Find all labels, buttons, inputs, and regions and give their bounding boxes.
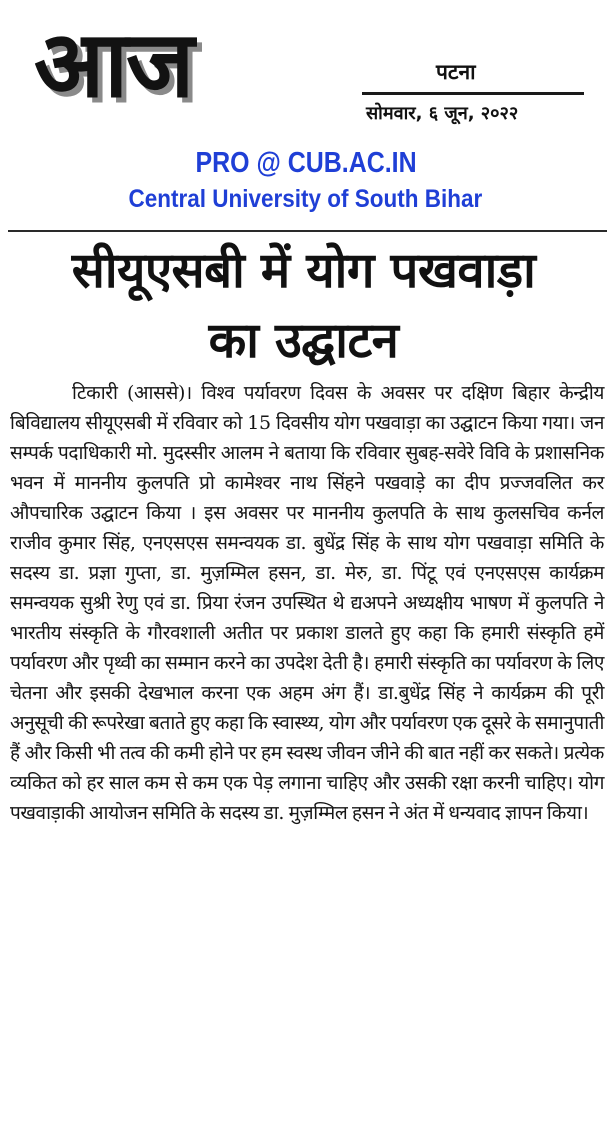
article-headline — [0, 236, 607, 376]
article-body: टिकारी (आससे)। विश्व पर्यावरण दिवस के अवसर पर दक्षिण बिहार केन्द्रीय बिविद्यालय सीयूएसबी में रविवार को 15 दिवसीय योग पखवाड़ा का उद्घाटन किया गया। जन सम्पर्क पदाधिकारी मो. मुदस्सीर आलम ने बताया कि रविवार सुबह-सवेरे विवि के प्रशासनिक भवन में माननीय कुलपति प्रो कामेश्वर नाथ सिंहने पखवाड़े का दीप प्रज्जवलित कर औपचारिक उद्घाटन किया । इस अवसर पर माननीय कुलपति के साथ कुलसचिव कर्नल राजीव कुमार सिंह, एनएसएस समन्वयक डा. बुधेंद्र सिंह के साथ योग पखवाड़ा समिति के सदस्य डा. प्रज्ञा गुप्ता, डा. मुज़म्मिल हसन, डा. मेरु, डा. पिंटू एवं एनएसएस कार्यक्रम समन्वयक सुश्री रेणु एवं डा. प्रिया रंजन उपस्थित थे द्यअपने अध्यक्षीय भाषण में कुलपति ने भारतीय संस्कृति के गौरवशाली अतीत पर प्रकाश डालते हुए कहा कि हमारी संस्कृति हमें पर्यावरण और पृथ्वी का सम्मान करने का उपदेश देती है। हमारी संस्कृति का पर्यावरण के लिए चेतना और इसकी देखभाल करना एक अहम अंग हैं। डा.बुधेंद्र सिंह ने कार्यक्रम की पूरी अनुसूची की रूपरेखा बताते हुए कहा कि स्वास्थ्य, योग और पर्यावरण एक दूसरे के समानुपाती हैं और किसी भी तत्व की कमी होने पर हम स्वस्थ जीवन जीने की बात नहीं कर सकते। प्रत्येक व्यकित को हर साल कम से कम एक पेड़ लगाना चाहिए और उसकी रक्षा करनी चाहिए। योग पखवाड़ाकी आयोजन समिति के सदस्य डा. मुज़म्मिल हसन ने अंत में धन्यवाद ज्ञापन किया। — [10, 382, 604, 824]
article-top-divider — [8, 230, 607, 232]
date-divider — [362, 92, 584, 95]
headline-line-2: का उद्घाटन — [208, 312, 399, 369]
edition-city: पटना — [436, 60, 476, 84]
newspaper-masthead-logo — [34, 10, 344, 130]
pro-email-line: PRO @ CUB.AC.IN — [195, 147, 417, 179]
headline-line-1: सीयूएसबी में योग पखवाड़ा — [71, 242, 536, 299]
edition-date: सोमवार, ६ जून, २०२२ — [366, 103, 519, 124]
university-name: Central University of South Bihar — [128, 185, 483, 213]
masthead-logo-text: आज — [34, 11, 193, 118]
